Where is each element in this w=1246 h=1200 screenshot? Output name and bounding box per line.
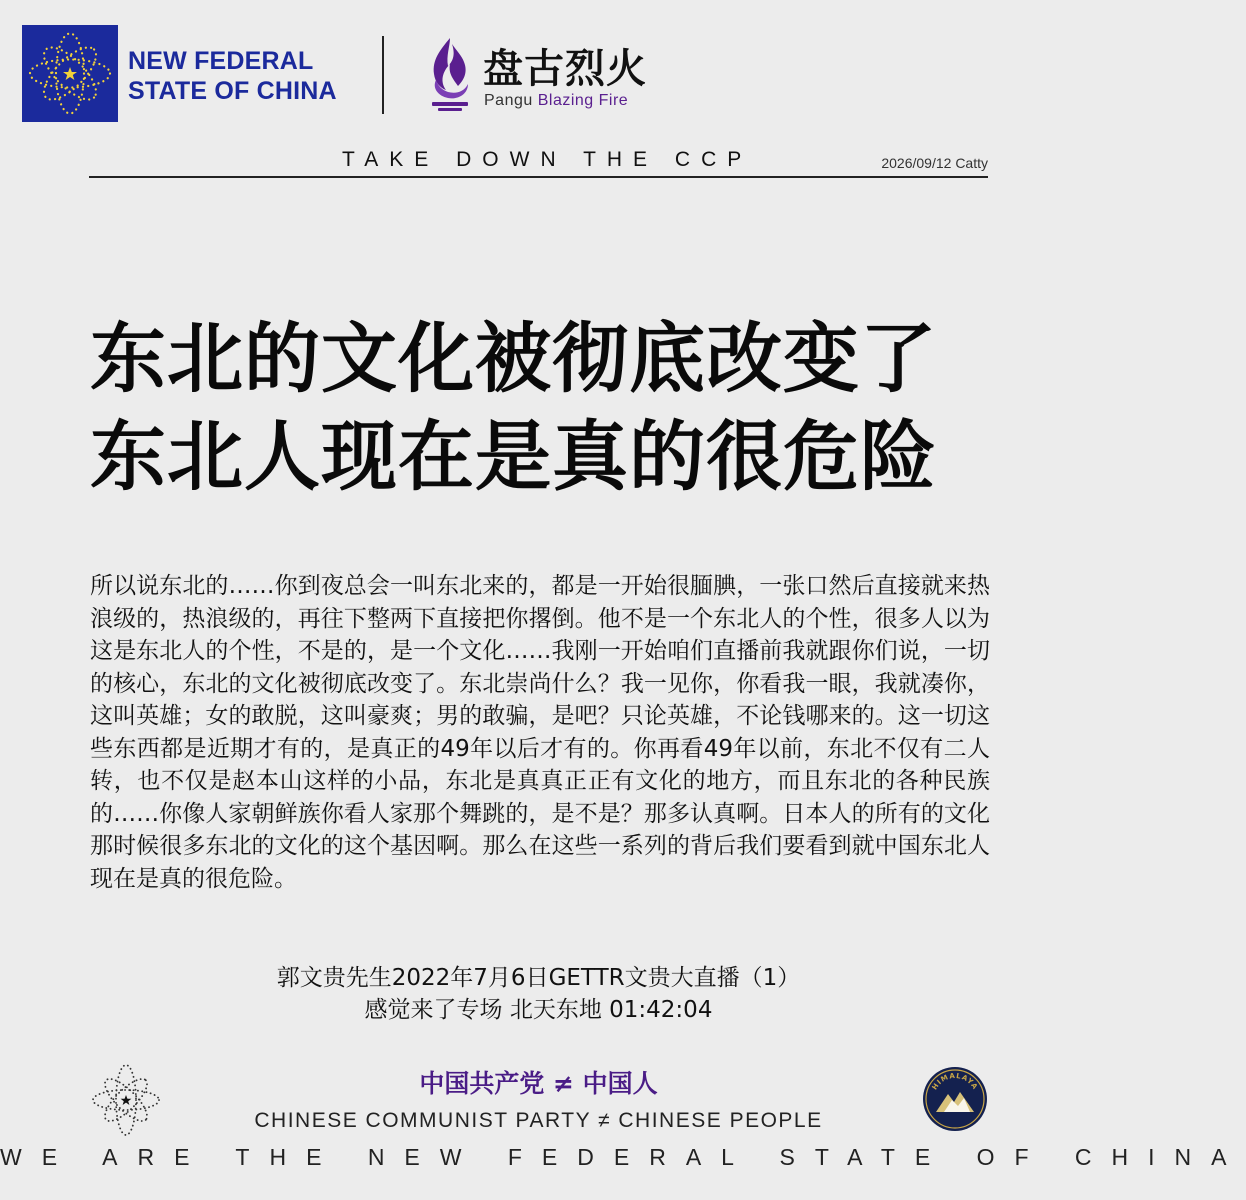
pangu-en-accent: Blazing Fire: [537, 92, 629, 109]
org-name-line2: STATE OF CHINA: [128, 77, 337, 105]
pangu-english-name: [484, 92, 628, 110]
footer-motto: WE ARE THE NEW FEDERAL STATE OF CHINA: [0, 1144, 1246, 1170]
article-source: [0, 962, 1077, 1026]
pangu-chinese-name: 盘古烈火: [483, 45, 647, 92]
pangu-flame-icon: [422, 34, 478, 114]
himalaya-badge-icon: [922, 1066, 988, 1132]
header-divider: [382, 36, 384, 114]
dateline: 2026/09/12 Catty: [881, 155, 988, 171]
ccp-not-chinese-en: CHINESE COMMUNIST PARTY ≠ CHINESE PEOPLE: [254, 1109, 823, 1132]
header-rule: [89, 176, 988, 178]
article-title: [90, 310, 1040, 506]
badge-label: HIMALAYA: [930, 1071, 980, 1092]
source-line1: 郭文贵先生2022年7月6日GETTR文贵大直播（1）: [276, 965, 801, 991]
nfsc-flag-icon: [22, 25, 118, 122]
title-line1: 东北的文化被彻底改变了: [90, 314, 937, 403]
source-line2: 感觉来了专场 北天东地 01:42:04: [364, 997, 713, 1023]
article-body: 所以说东北的……你到夜总会一叫东北来的，都是一开始很腼腆，一张口然后直接就来热浪级的，热浪级的，再往下整两下直接把你撂倒。他不是一个东北人的个性，很多人以为这是东北人的个性，不是的，是一个文化……我刚一开始咱们直播前我就跟你们说，一切的核心，东北的文化被彻底改变了。东北崇尚什么？我一见你，你看我一眼，我就凑你，这叫英雄；女的敢脱，这叫豪爽；男的敢骗，是吧？只论英雄，不论钱哪来的。这一切这些东西都是近期才有的，是真正的49年以后才有的。你再看49年以前，东北不仅有二人转，也不仅是赵本山这样的小品，东北是真真正正有文化的地方，而且东北的各种民族的……你像人家朝鲜族你看人家那个舞跳的，是不是？那多认真啊。日本人的所有的文化那时候很多东北的文化的这个基因啊。那么在这些一系列的背后我们要看到就中国东北人现在是真的很危险。: [90, 573, 990, 892]
title-line2: 东北人现在是真的很危险: [90, 412, 937, 501]
org-name: [128, 46, 337, 106]
slogan: TAKE DOWN THE CCP: [342, 148, 753, 171]
org-name-line1: NEW FEDERAL: [128, 47, 314, 75]
pangu-en-word: Pangu: [484, 92, 533, 109]
ccp-not-chinese-cn: 中国共产党 ≠ 中国人: [419, 1069, 658, 1098]
